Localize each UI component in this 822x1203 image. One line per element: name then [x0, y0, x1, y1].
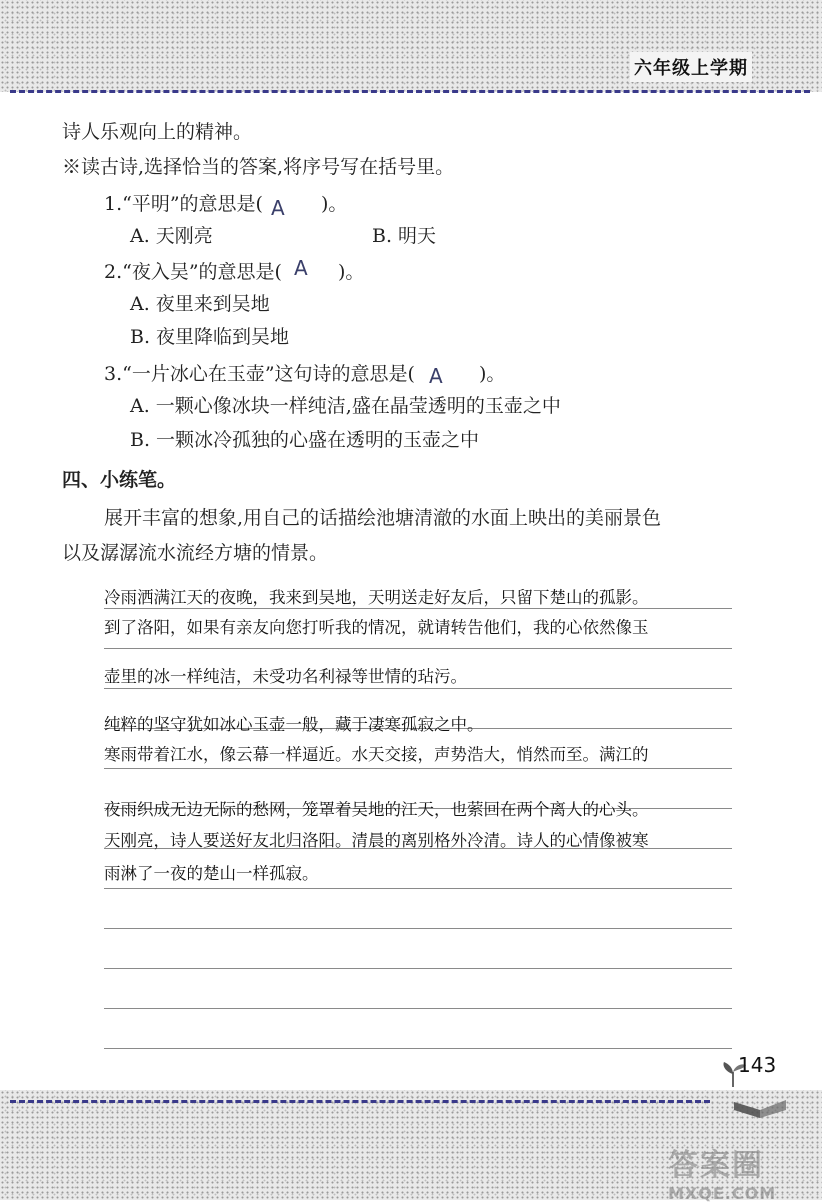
q3-option-b: B. 一颗冰冷孤独的心盛在透明的玉壶之中: [130, 429, 480, 451]
answer-1: A: [270, 196, 285, 220]
question-1-stem-end: )。: [320, 193, 348, 215]
writing-rule: [104, 768, 732, 769]
question-3-stem: 3.“一片冰心在玉壶”这句诗的意思是(: [104, 363, 415, 385]
q2-option-a: A. 夜里来到吴地: [130, 293, 270, 315]
answer-blank-1: [263, 190, 321, 220]
writing-rule: [104, 968, 732, 969]
q3-option-a: A. 一颗心像冰块一样纯洁,盛在晶莹透明的玉壶之中: [130, 395, 561, 417]
writing-rule: [104, 608, 732, 609]
question-2: [104, 258, 364, 284]
header-band-edge: [0, 93, 822, 99]
answer-blank-2: [282, 258, 338, 278]
watermark-line-1: 答案圈: [668, 1148, 764, 1183]
question-3-stem-end: )。: [478, 363, 506, 385]
handwriting-line-4: 纯粹的坚守犹如冰心玉壶一般，藏于凄寒孤寂之中。: [104, 715, 484, 734]
q1-option-b: B. 明天: [372, 225, 437, 247]
handwriting-line-2: 到了洛阳，如果有亲友向您打听我的情况，就请转告他们，我的心依然像玉: [104, 618, 649, 637]
intro-line: 诗人乐观向上的精神。: [62, 121, 253, 143]
question-1: [104, 190, 348, 220]
handwriting-line-8: 雨淋了一夜的楚山一样孤寂。: [104, 864, 319, 883]
answer-2: A: [293, 256, 308, 280]
writing-rule: [104, 928, 732, 929]
question-1-stem: 1.“平明”的意思是(: [104, 193, 263, 215]
handwriting-line-1: 冷雨洒满江天的夜晚，我来到吴地，天明送走好友后，只留下楚山的孤影。: [104, 588, 649, 607]
question-3: [104, 360, 505, 386]
page-number: 143: [738, 1053, 777, 1077]
writing-rule: [104, 648, 732, 649]
prompt-line-2: 以及潺潺流水流经方塘的情景。: [62, 542, 329, 564]
writing-area: [104, 570, 732, 1070]
watermark-logo: [668, 1140, 818, 1203]
question-2-stem: 2.“夜入吴”的意思是(: [104, 261, 282, 283]
answer-blank-3: [415, 360, 479, 388]
book-icon: [730, 1080, 790, 1120]
instruction: ※读古诗,选择恰当的答案,将序号写在括号里。: [62, 156, 455, 178]
header-title: 六年级上学期: [630, 52, 752, 82]
q1-option-a: A. 天刚亮: [130, 225, 213, 247]
handwriting-line-6: 夜雨织成无边无际的愁网，笼罩着吴地的江天，也萦回在两个离人的心头。: [104, 800, 649, 819]
section-heading: 四、小练笔。: [62, 469, 177, 491]
handwriting-line-7: 天刚亮，诗人要送好友北归洛阳。清晨的离别格外冷清。诗人的心情像被寒: [104, 831, 649, 850]
q2-option-b: B. 夜里降临到吴地: [130, 326, 290, 348]
prompt-line-1: 展开丰富的想象,用自己的话描绘池塘清澈的水面上映出的美丽景色: [104, 507, 662, 529]
handwriting-line-3: 壶里的冰一样纯洁，未受功名利禄等世情的玷污。: [104, 667, 467, 686]
writing-rule: [104, 1008, 732, 1009]
handwriting-line-5: 寒雨带着江水，像云幕一样逼近。水天交接，声势浩大，悄然而至。满江的: [104, 745, 649, 764]
footer-dashed-divider: [10, 1100, 710, 1103]
writing-rule: [104, 1048, 732, 1049]
writing-rule: [104, 888, 732, 889]
watermark-line-2: MXQE.COM: [668, 1184, 777, 1203]
answer-3: A: [428, 364, 443, 388]
writing-rule: [104, 688, 732, 689]
header-dashed-divider: [10, 90, 810, 93]
question-2-stem-end: )。: [337, 261, 365, 283]
